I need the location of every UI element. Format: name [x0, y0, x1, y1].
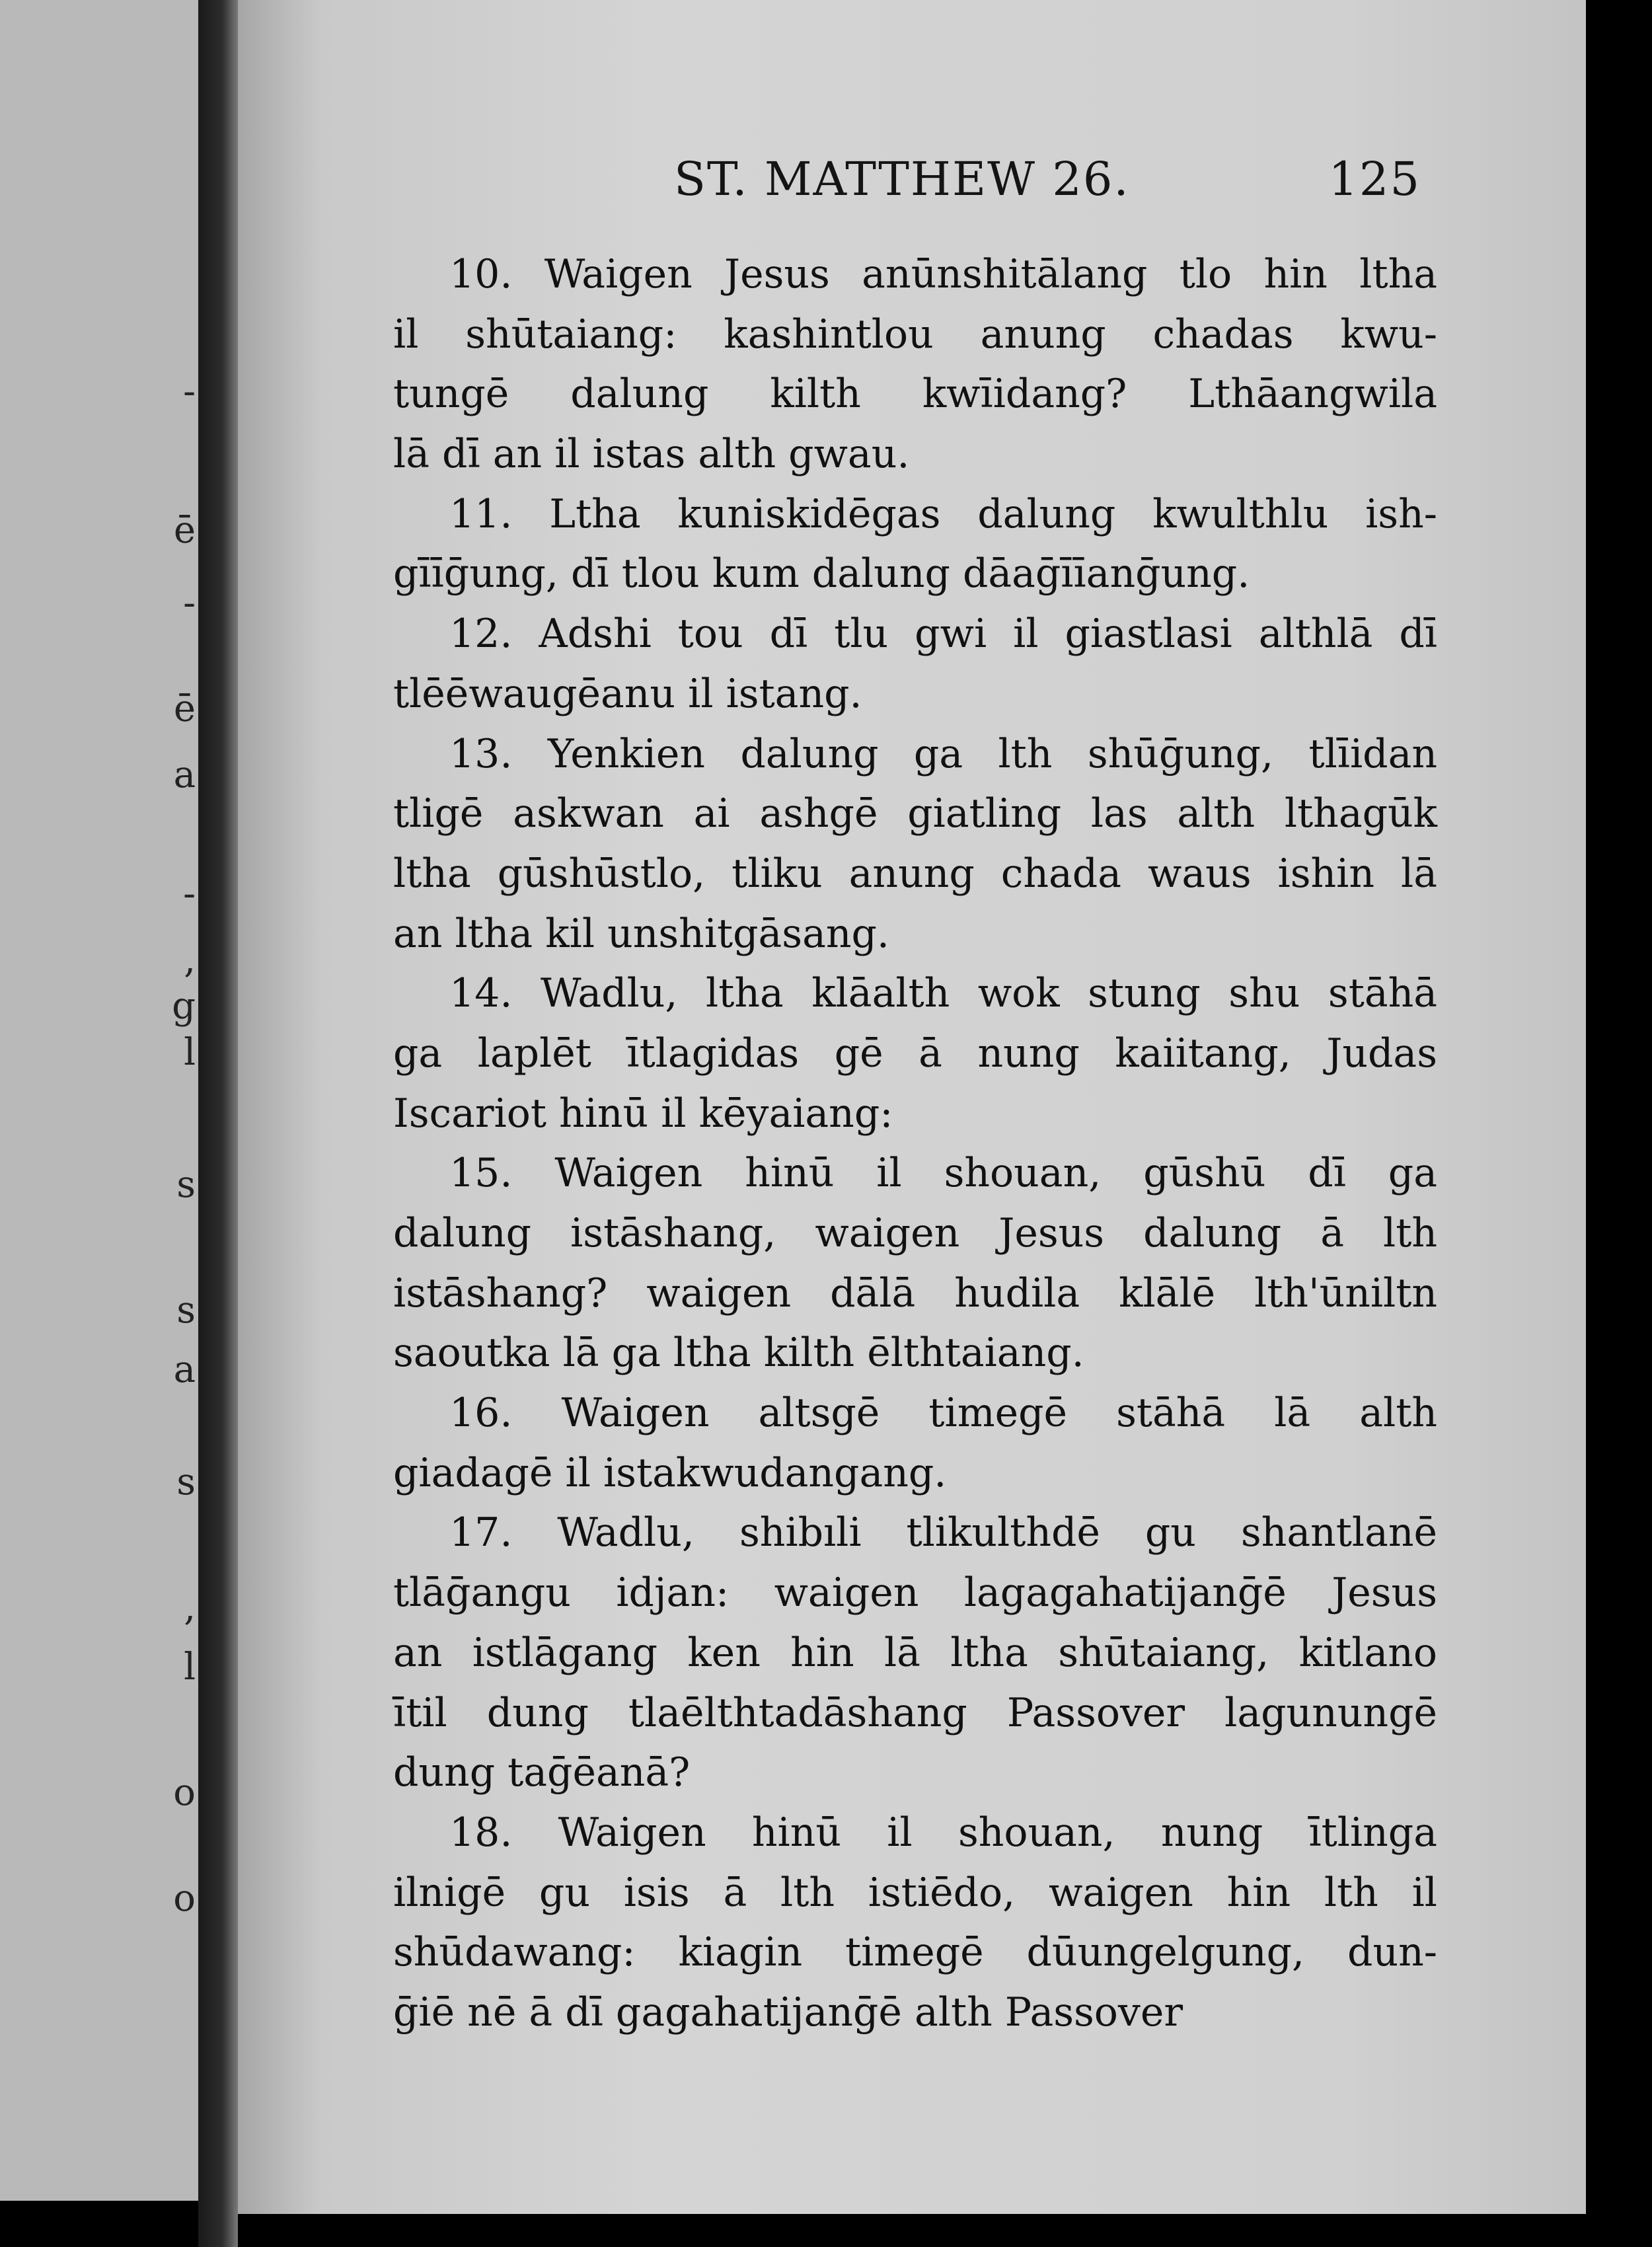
verse [393, 484, 1437, 604]
verse-line: Iscariot hinū il kēyaiang: [393, 1090, 893, 1137]
verse-text-block [393, 245, 1437, 2043]
book-gutter [198, 0, 238, 2247]
facing-page-fragment: s [176, 1461, 196, 1504]
verse-line: giadagē il istakwudangang. [393, 1449, 947, 1496]
facing-page-text-fragments [169, 0, 196, 2201]
verse-line: tlēēwaugēanu il istang. [393, 670, 862, 717]
verse-line: 10. Waigen Jesus anūnshitālang tlo hin ltha [449, 251, 1437, 297]
verse-line: 17. Wadlu, shibıli tlikulthdē gu shantlanē [449, 1509, 1437, 1556]
facing-page-fragment: , [184, 1586, 196, 1629]
verse-line: 15. Waigen hinū il shouan, gūshū dī ga [449, 1150, 1437, 1197]
verse-line: 18. Waigen hinū il shouan, nung ītlinga [449, 1809, 1437, 1856]
verse-line: an ltha kil unshitgāsang. [393, 910, 889, 957]
facing-page-fragment: - [183, 582, 196, 625]
verse-line: dalung istāshang, waigen Jesus dalung ā lth [393, 1210, 1437, 1256]
page-right-border [1586, 0, 1619, 2247]
verse-line: 13. Yenkien dalung ga lth shūḡung, tlīidan [449, 730, 1437, 777]
verse [393, 1143, 1437, 1383]
verse [393, 1803, 1437, 2043]
verse-line: shūdawang: kiagin timegē dūungelgung, dun- [393, 1929, 1437, 1976]
verse [393, 1503, 1437, 1802]
verse-line: 12. Adshi tou dī tlu gwi il giastlasi althlā dī [449, 611, 1437, 658]
facing-page-fragment: o [173, 1771, 196, 1814]
facing-page-fragment: ē [173, 687, 196, 730]
verse-line: tlāḡangu idjan: waigen lagagahatijanḡē Jesus [393, 1570, 1437, 1617]
facing-page-fragment: a [173, 753, 196, 796]
verse-line: 14. Wadlu, ltha klāalth wok stung shu stāhā [449, 970, 1437, 1017]
facing-page-fragment: g [172, 985, 196, 1028]
verse-line: il shūtaiang: kashintlou anung chadas kwu- [393, 311, 1437, 358]
facing-page-fragment: s [176, 1289, 196, 1332]
verse-line: ga laplēt ītlagidas gē ā nung kaiitang, Judas [393, 1030, 1437, 1077]
facing-page-edge [0, 0, 198, 2201]
verse-line: 16. Waigen altsgē timegē stāhā lā alth [449, 1390, 1437, 1437]
verse-line: 11. Ltha kuniskidēgas dalung kwulthlu ish- [449, 490, 1437, 537]
verse-line: ītil dung tlaēlthtadāshang Passover lagunungē [393, 1689, 1437, 1736]
verse-line: tungē dalung kilth kwīidang? Lthāangwila [393, 371, 1437, 418]
facing-page-fragment: ē [173, 509, 196, 552]
facing-page-fragment: l [184, 1031, 196, 1074]
facing-page-fragment: o [173, 1877, 196, 1920]
verse [393, 245, 1437, 484]
facing-page-fragment: , [184, 938, 196, 981]
facing-page-fragment: a [173, 1348, 196, 1391]
verse-line: saoutka lā ga ltha kilth ēlthtaiang. [393, 1330, 1084, 1377]
facing-page-fragment: - [183, 370, 196, 413]
verse-line: ltha gūshūstlo, tliku anung chada waus ishin lā [393, 850, 1437, 897]
page-header [674, 152, 1421, 211]
verse-line: gīīḡung, dī tlou kum dalung dāaḡīīanḡung. [393, 551, 1250, 597]
facing-page-fragment: l [184, 1646, 196, 1689]
verse-line: an istlāgang ken hin lā ltha shūtaiang, kitlano [393, 1629, 1437, 1676]
facing-page-fragment: s [176, 1163, 196, 1206]
running-title: ST. MATTHEW 26. [674, 152, 1130, 206]
verse-line: istāshang? waigen dālā hudila klālē lth'ūniltn [393, 1270, 1437, 1316]
verse-line: ḡiē nē ā dī gagahatijanḡē alth Passover [393, 1989, 1183, 2036]
verse [393, 724, 1437, 964]
verse [393, 1383, 1437, 1503]
verse-line: dung taḡēanā? [393, 1749, 691, 1796]
verse-line: tligē askwan ai ashgē giatling las alth lthagūk [393, 790, 1437, 837]
verse [393, 604, 1437, 724]
verse-line: lā dī an il istas alth gwau. [393, 431, 910, 478]
page-number: 125 [1328, 152, 1421, 206]
verse [393, 964, 1437, 1143]
facing-page-fragment: - [183, 872, 196, 915]
verse-line: ilnigē gu isis ā lth istiēdo, waigen hin lth il [393, 1869, 1437, 1916]
